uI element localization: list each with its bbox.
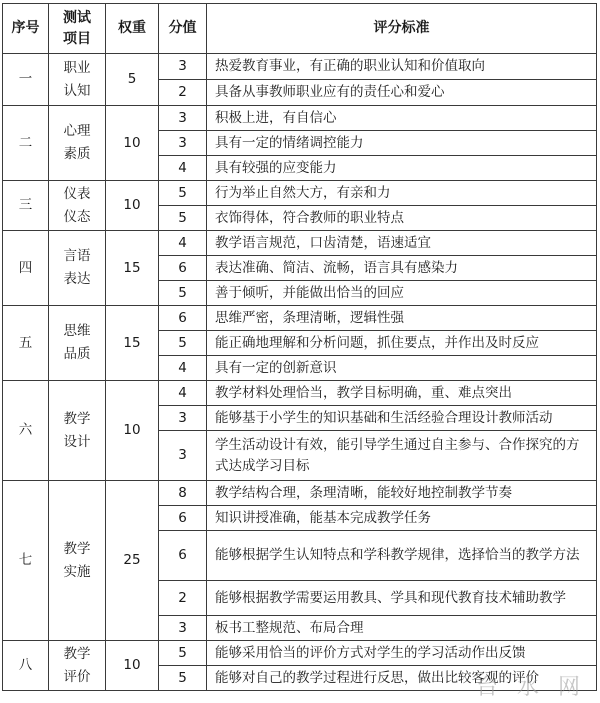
group-item: 思维品质: [49, 306, 106, 381]
row-score: 3: [159, 431, 207, 481]
row-criteria: 具有较强的应变能力: [207, 156, 597, 181]
row-score: 6: [159, 256, 207, 281]
group-item: 教学实施: [49, 481, 106, 641]
group-item: 职业认知: [49, 54, 106, 106]
group-no: 六: [3, 381, 49, 481]
table-row: [3, 106, 597, 131]
row-criteria: 能够基于小学生的知识基础和生活经验合理设计教师活动: [207, 406, 597, 431]
row-criteria: 能够对自己的教学过程进行反思，做出比较客观的评价: [207, 666, 597, 691]
header-score: 分值: [159, 4, 207, 54]
row-criteria: 教学材料处理恰当，教学目标明确，重、难点突出: [207, 381, 597, 406]
group-weight: 10: [106, 641, 159, 691]
row-score: 5: [159, 181, 207, 206]
group-item: 仪表仪态: [49, 181, 106, 231]
table-row: [3, 181, 597, 206]
header-weight: 权重: [106, 4, 159, 54]
group-weight: 5: [106, 54, 159, 106]
group-weight: 15: [106, 231, 159, 306]
row-criteria: 思维严密，条理清晰，逻辑性强: [207, 306, 597, 331]
row-score: 4: [159, 381, 207, 406]
group-item: 教学设计: [49, 381, 106, 481]
group-weight: 10: [106, 181, 159, 231]
table-row: [3, 481, 597, 506]
scoring-table: [2, 3, 597, 691]
row-criteria: 能够根据教学需要运用教具、学具和现代教育技术辅助教学: [207, 581, 597, 616]
table-row: [3, 54, 597, 80]
group-item: 言语表达: [49, 231, 106, 306]
row-score: 6: [159, 506, 207, 531]
row-criteria: 积极上进，有自信心: [207, 106, 597, 131]
header-row: [3, 4, 597, 54]
table-row: [3, 306, 597, 331]
row-criteria: 知识讲授准确，能基本完成教学任务: [207, 506, 597, 531]
group-no: 五: [3, 306, 49, 381]
row-criteria: 学生活动设计有效，能引导学生通过自主参与、合作探究的方式达成学习目标: [207, 431, 597, 481]
row-score: 3: [159, 106, 207, 131]
row-criteria: 教学语言规范，口齿清楚，语速适宜: [207, 231, 597, 256]
row-score: 3: [159, 54, 207, 80]
row-criteria: 板书工整规范、布局合理: [207, 616, 597, 641]
row-criteria: 具有一定的情绪调控能力: [207, 131, 597, 156]
group-weight: 25: [106, 481, 159, 641]
group-item: 心理素质: [49, 106, 106, 181]
row-score: 4: [159, 156, 207, 181]
row-criteria: 热爱教育事业，有正确的职业认知和价值取向: [207, 54, 597, 80]
group-no: 二: [3, 106, 49, 181]
group-weight: 10: [106, 106, 159, 181]
row-criteria: 教学结构合理，条理清晰，能较好地控制教学节奏: [207, 481, 597, 506]
row-criteria: 能够采用恰当的评价方式对学生的学习活动作出反馈: [207, 641, 597, 666]
row-criteria: 能正确地理解和分析问题，抓住要点，并作出及时反应: [207, 331, 597, 356]
row-score: 6: [159, 531, 207, 581]
header-no: 序号: [3, 4, 49, 54]
row-criteria: 善于倾听，并能做出恰当的回应: [207, 281, 597, 306]
group-no: 三: [3, 181, 49, 231]
group-no: 八: [3, 641, 49, 691]
row-score: 3: [159, 131, 207, 156]
row-score: 5: [159, 206, 207, 231]
row-score: 5: [159, 641, 207, 666]
row-score: 6: [159, 306, 207, 331]
row-criteria: 具备从事教师职业应有的责任心和爱心: [207, 80, 597, 106]
group-weight: 15: [106, 306, 159, 381]
watermark: 台 水 网: [476, 675, 586, 700]
row-score: 2: [159, 80, 207, 106]
row-score: 3: [159, 616, 207, 641]
group-no: 一: [3, 54, 49, 106]
row-score: 5: [159, 666, 207, 691]
row-score: 2: [159, 581, 207, 616]
row-score: 4: [159, 356, 207, 381]
row-criteria: 能够根据学生认知特点和学科教学规律，选择恰当的教学方法: [207, 531, 597, 581]
table-row: [3, 641, 597, 666]
group-no: 七: [3, 481, 49, 641]
group-weight: 10: [106, 381, 159, 481]
row-score: 5: [159, 331, 207, 356]
row-score: 5: [159, 281, 207, 306]
group-item: 教学评价: [49, 641, 106, 691]
table-row: [3, 381, 597, 406]
row-score: 8: [159, 481, 207, 506]
row-criteria: 行为举止自然大方，有亲和力: [207, 181, 597, 206]
row-criteria: 衣饰得体，符合教师的职业特点: [207, 206, 597, 231]
header-criteria: 评分标准: [207, 4, 597, 54]
row-score: 3: [159, 406, 207, 431]
table-row: [3, 231, 597, 256]
header-item: 测试项目: [49, 4, 106, 54]
row-criteria: 表达准确、简洁、流畅，语言具有感染力: [207, 256, 597, 281]
row-score: 4: [159, 231, 207, 256]
row-criteria: 具有一定的创新意识: [207, 356, 597, 381]
group-no: 四: [3, 231, 49, 306]
